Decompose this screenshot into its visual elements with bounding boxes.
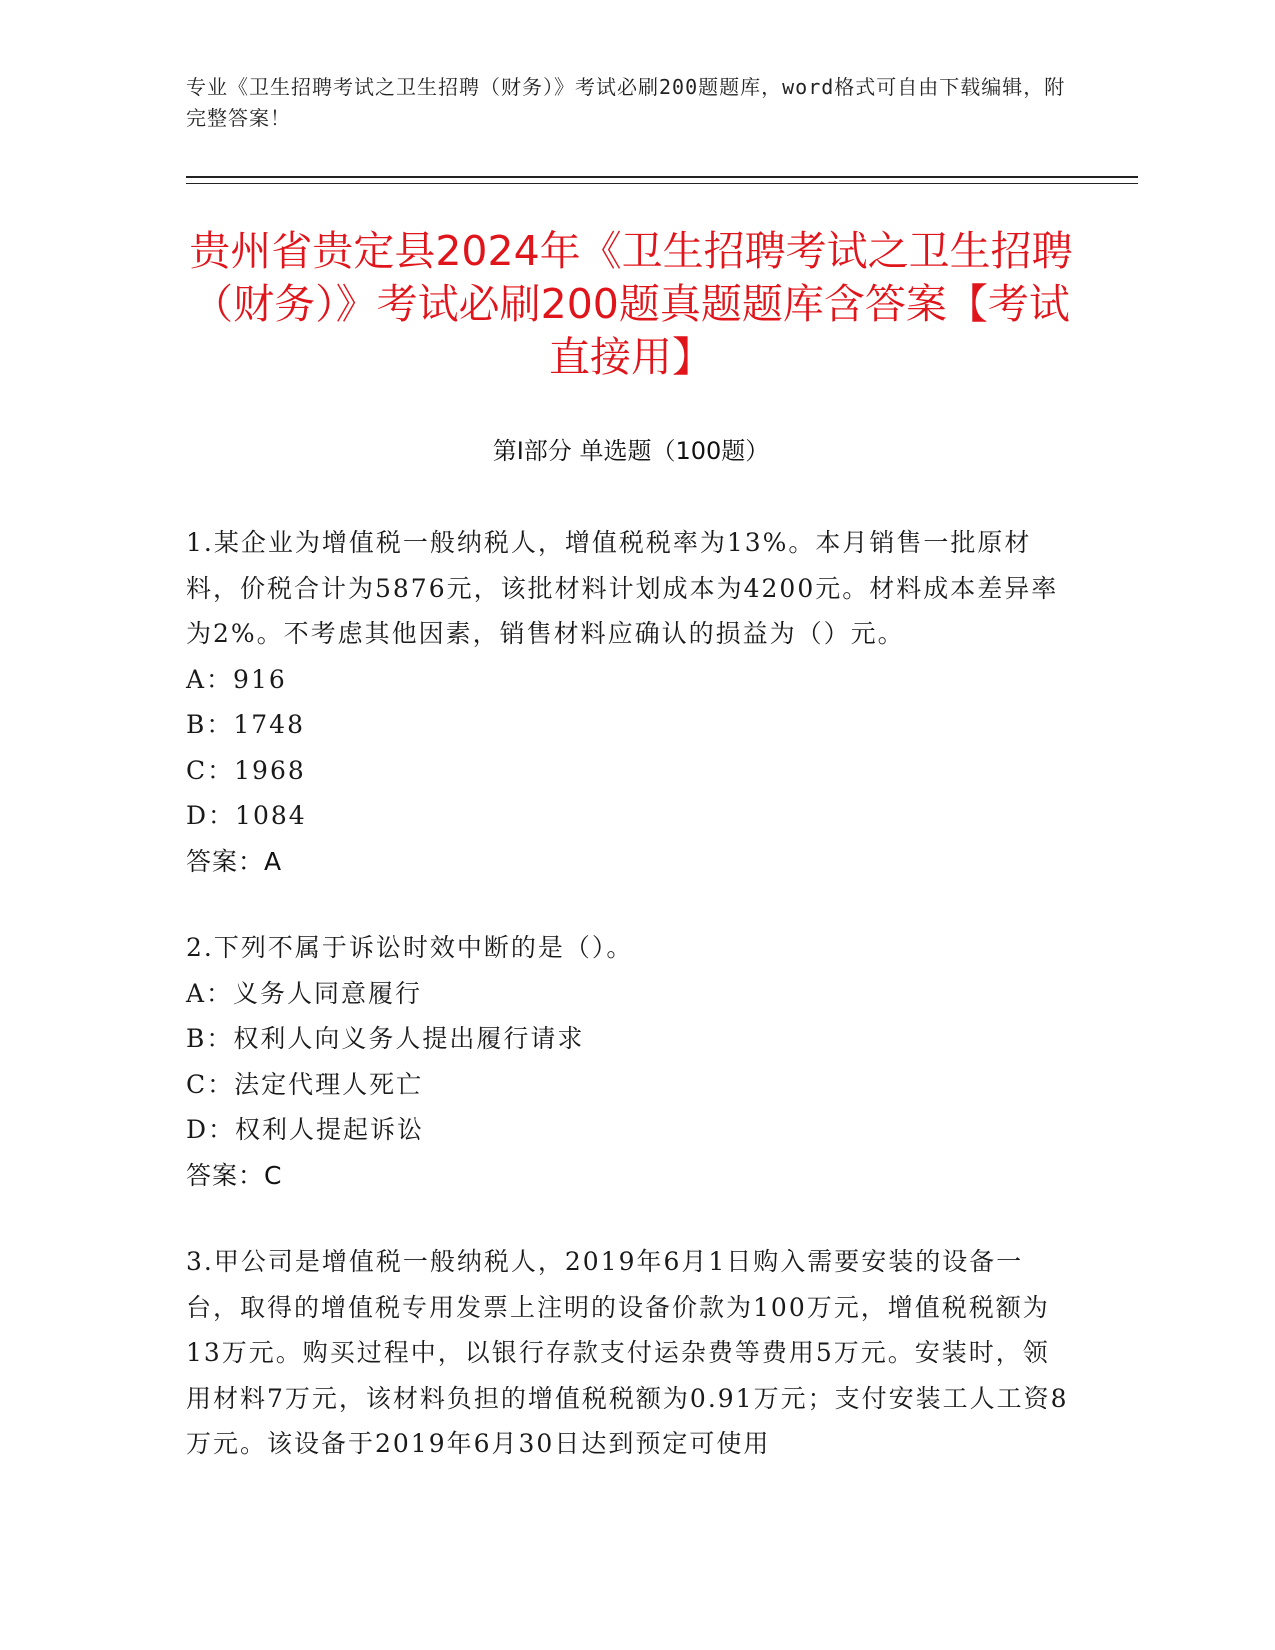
option-d: D：权利人提起诉讼 — [186, 1115, 425, 1144]
answer: 答案：A — [186, 846, 283, 876]
question-2 — [186, 925, 1076, 1198]
header-rule-thin — [186, 183, 1138, 184]
question-list — [186, 520, 1076, 1508]
question-3 — [186, 1239, 1076, 1467]
option-b: B：1748 — [186, 710, 305, 739]
option-a: A：916 — [186, 664, 287, 694]
section-title: 第Ⅰ部分 单选题（100题） — [492, 437, 770, 465]
header-rule-thick — [186, 176, 1138, 178]
header-note: 专业《卫生招聘考试之卫生招聘（财务）》考试必刷200题题库，word格式可自由下载编辑，附完整答案！ — [186, 75, 1066, 130]
option-d: D：1084 — [186, 801, 307, 830]
question-text: 3.甲公司是增值税一般纳税人，2019年6月1日购入需要安装的设备一台，取得的增值税专用发票上注明的设备价款为100万元，增值税税额为13万元。购买过程中，以银行存款支付运杂费等费用5万元。安装时，领用材料7万元，该材料负担的增值税税额为0.91万元；支付安装工人工资8万元。该设备于2019年6月30日达到预定可使用 — [186, 1247, 1069, 1458]
question-text: 1.某企业为增值税一般纳税人，增值税税率为13%。本月销售一批原材料，价税合计为5876元，该批材料计划成本为4200元。材料成本差异率为2%。不考虑其他因素，销售材料应确认的损益为（）元。 — [186, 528, 1059, 648]
option-c: C：法定代理人死亡 — [186, 1069, 424, 1099]
option-a: A：义务人同意履行 — [186, 978, 423, 1008]
option-c: C：1968 — [186, 755, 306, 785]
option-b: B：权利人向义务人提出履行请求 — [186, 1024, 585, 1053]
document-title: 贵州省贵定县2024年《卫生招聘考试之卫生招聘（财务）》考试必刷200题真题题库含答案【考试直接用】 — [189, 227, 1073, 381]
answer: 答案：C — [186, 1160, 283, 1190]
question-text: 2.下列不属于诉讼时效中断的是（）。 — [186, 933, 634, 962]
question-1 — [186, 520, 1076, 884]
